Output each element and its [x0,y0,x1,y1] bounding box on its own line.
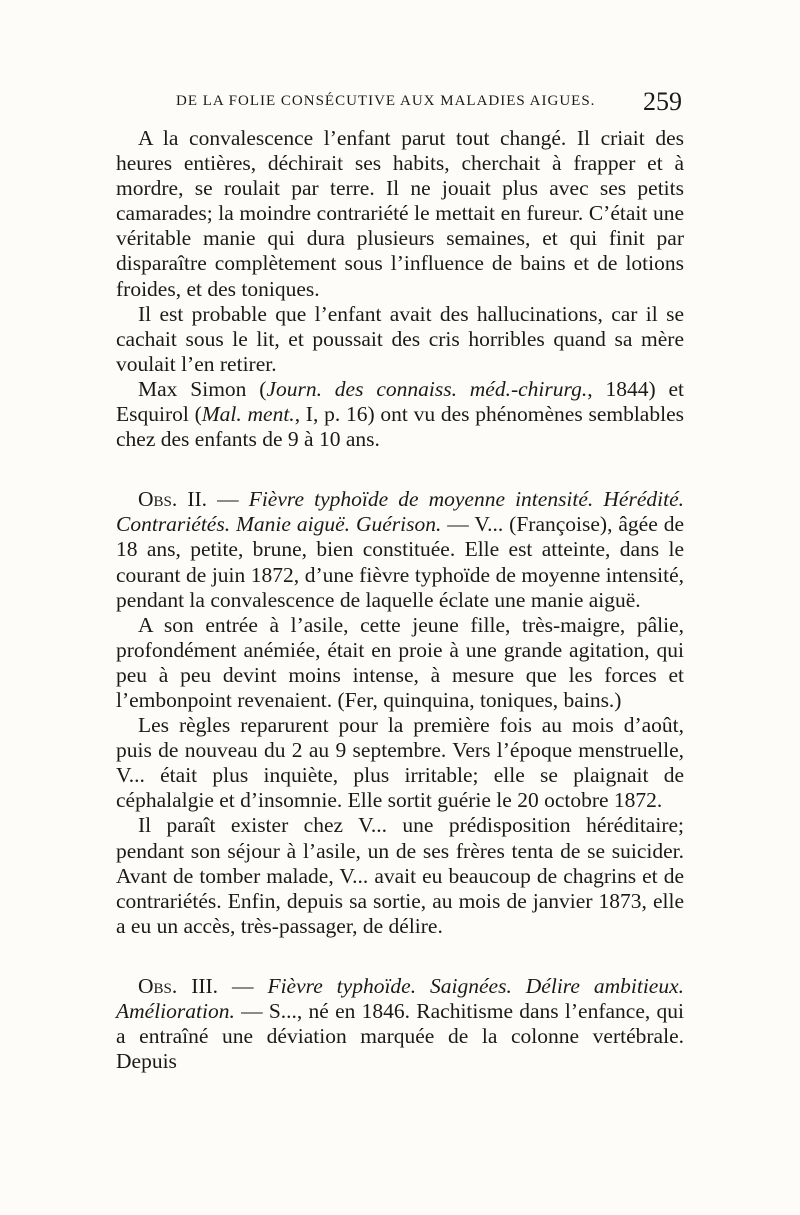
page-number: 259 [643,87,682,116]
paragraph: A la convalescence l’enfant parut tout changé. Il criait des heures entières, déchirait ses habits, cherchait à frapper et à mordre, se roulait par terre. Il ne jouait plus avec ses petits camarades; la moindre contrariété le mettait en fureur. C’était une véritable manie qui dura plusieurs semaines, et qui finit par disparaître complètement sous l’influence de bains et de lotions froides, et des toniques. [116,126,684,301]
observation-label: Obs. III. [138,973,219,998]
observation-title: Fièvre typhoïde de moyenne intensité. Hérédité. Contrariétés. Manie aiguë. Guérison. [116,487,684,537]
paragraph: Il est probable que l’enfant avait des hallucinations, car il se cachait sous le lit, et poussait des cris horribles quand sa mère voulait l’en retirer. [116,301,684,376]
paragraph: Il paraît exister chez V... une prédisposition héréditaire; pendant son séjour à l’asile, un de ses frères tenta de se suicider. Avant de tomber malade, V... avait eu beaucoup de chagrins et de contrariétés. Enfin, depuis sa sortie, au mois de janvier 1873, elle a eu un accès, très-passager, de délire. [116,813,684,938]
running-title: DE LA FOLIE CONSÉCUTIVE AUX MALADIES AIGUES. [176,93,596,109]
citation-title: Journ. des connaiss. méd.-chirurg. [266,376,588,401]
observation-3: Obs. III. — Fièvre typhoïde. Saignées. Délire ambitieux. Amélioration. — S..., né en 1846. Rachitisme dans l’enfance, qui a entraîné une déviation marquée de la colonne vertébrale. Depuis [116,973,685,1074]
running-header [176,87,682,116]
paragraph: A son entrée à l’asile, cette jeune fille, très-maigre, pâlie, profondément anémiée, était en proie à une grande agitation, qui peu à peu devint moins intense, à mesure que les forces et l’embonpoint revenaient. (Fer, quinquina, toniques, bains.) [116,612,684,712]
citation-title: Mal. ment. [201,402,295,427]
paragraph: Les règles reparurent pour la première fois au mois d’août, puis de nouveau du 2 au 9 septembre. Vers l’époque menstruelle, V... était plus inquiète, plus irritable; elle se plaignait de céphalalgie et d’insomnie. Elle sortit guérie le 20 octobre 1872. [116,713,684,813]
paragraph: Max Simon (Journ. des connaiss. méd.-chirurg., 1844) et Esquirol (Mal. ment., I, p. 16) ont vu des phénomènes semblables chez des enfants de 9 à 10 ans. [116,376,684,452]
observation-2: Obs. II. — Fièvre typhoïde de moyenne intensité. Hérédité. Contrariétés. Manie aiguë. Guérison. — V... (Françoise), âgée de 18 ans, petite, brune, bien constituée. Elle est atteinte, dans le courant de juin 1872, d’une fièvre typhoïde de moyenne intensité, pendant la convalescence de laquelle éclate une manie aiguë. [116,487,684,612]
body-text [116,126,684,1074]
observation-label: Obs. II. [138,487,208,512]
observation-title: Fièvre typhoïde. Saignées. Délire ambitieux. Amélioration. [116,973,685,1023]
